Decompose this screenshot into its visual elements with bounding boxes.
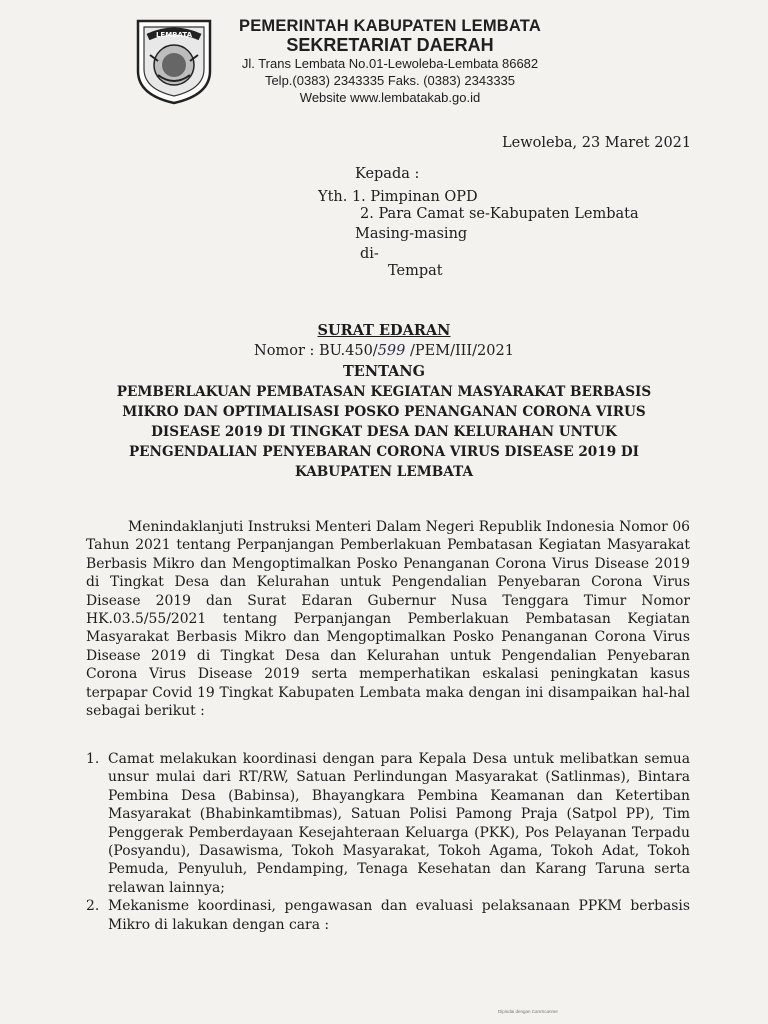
number-handwritten: 599 — [377, 343, 406, 359]
scanner-footer: Dipindai dengan CamScanner — [498, 1009, 559, 1014]
list-item — [86, 897, 690, 934]
intro-paragraph: Menindaklanjuti Instruksi Menteri Dalam Negeri Republik Indonesia Nomor 06 Tahun 2021 tentang Perpanjangan Pemberlakuan Pembatasan Kegiatan Masyarakat Berbasis Mikro dan Mengoptimalkan Posko Penanganan Corona Virus Disease 2019 di Tingkat Desa dan Kelurahan untuk Pengendalian Penyebaran Corona Virus Disease 2019 dan Surat Edaran Gubernur Nusa Tenggara Timur Nomor HK.03.5/55/2021 tentang Perpanjangan Pemberlakuan Pembatasan Kegiatan Masyarakat Berbasis Mikro dan Mengoptimalkan Posko Penanganan Corona Virus Disease 2019 di Tingkat Desa dan Kelurahan untuk Pengendalian Penyebaran Corona Virus Disease 2019 serta memperhatikan eskalasi peningkatan kasus terpapar Covid 19 Tingkat Kabupaten Lembata maka dengan ini disampaikan hal-hal sebagai berikut : — [86, 519, 690, 720]
list-item-text: Camat melakukan koordinasi dengan para Kepala Desa untuk melibatkan semua unsur mulai dari RT/RW, Satuan Perlindungan Masyarakat (Satlinmas), Bintara Pembina Desa (Babinsa), Bhayangkara Pembina Keamanan dan Ketertiban Masyarakat (Bhabinkamtibmas), Satuan Polisi Pamong Praja (Satpol PP), Tim Penggerak Pemberdayaan Kesejahteraan Keluarga (PKK), Pos Pelayanan Terpadu (Posyandu), Dasawisma, Tokoh Masyarakat, Tokoh Agama, Tokoh Adat, Tokoh Pemuda, Penyuluh, Pendamping, Tenaga Kesehatan dan Karang Taruna serta relawan lainnya; — [108, 751, 690, 896]
subject-line: PEMBERLAKUAN PEMBATASAN KEGIATAN MASYARAKAT BERBASIS — [116, 384, 652, 400]
document-title: SURAT EDARAN — [317, 322, 451, 339]
recipient-kepada: Kepada : — [355, 166, 420, 182]
recipient-tempat: Tempat — [388, 263, 443, 279]
subject-line: KABUPATEN LEMBATA — [294, 464, 473, 480]
subject-line: MIKRO DAN OPTIMALISASI POSKO PENANGANAN CORONA VIRUS — [122, 404, 646, 420]
recipient-di: di- — [360, 246, 379, 262]
letterhead-office: SEKRETARIAT DAERAH — [286, 35, 494, 55]
number-suffix: /PEM/III/2021 — [405, 343, 514, 359]
recipient-masing: Masing-masing — [355, 226, 468, 242]
list-item-text: Mekanisme koordinasi, pengawasan dan evaluasi pelaksanaan PPKM berbasis Mikro di lakukan dengan cara : — [108, 898, 690, 933]
recipient-1: Yth. 1. Pimpinan OPD — [318, 189, 478, 205]
subject — [92, 382, 676, 482]
list-item-number: 1. — [86, 751, 100, 767]
body-text — [86, 518, 690, 720]
letterhead-phone: Telp.(0383) 2343335 Faks. (0383) 2343335 — [264, 73, 516, 88]
letterhead-website: Website www.lembatakab.go.id — [299, 90, 481, 105]
subject-line: DISEASE 2019 DI TINGKAT DESA DAN KELURAHAN UNTUK — [151, 424, 617, 440]
letterhead-address: Jl. Trans Lembata No.01-Lewoleba-Lembata 86682 — [241, 56, 539, 71]
lembata-crest-logo — [128, 15, 220, 107]
letter-date: Lewoleba, 23 Maret 2021 — [502, 135, 692, 151]
letterhead-government: PEMERINTAH KABUPATEN LEMBATA — [239, 17, 541, 35]
svg-text:LEMBATA: LEMBATA — [155, 31, 193, 39]
letterhead — [222, 17, 558, 106]
list-item-number: 2. — [86, 898, 100, 915]
list-item — [86, 750, 690, 897]
recipient-2: 2. Para Camat se-Kabupaten Lembata — [360, 206, 639, 222]
subject-line: PENGENDALIAN PENYEBARAN CORONA VIRUS DISEASE 2019 DI — [128, 444, 640, 460]
instruction-list — [86, 750, 690, 934]
tentang-heading: TENTANG — [343, 363, 425, 380]
number-prefix: Nomor : BU.450/ — [254, 343, 378, 359]
document-number — [0, 343, 768, 359]
